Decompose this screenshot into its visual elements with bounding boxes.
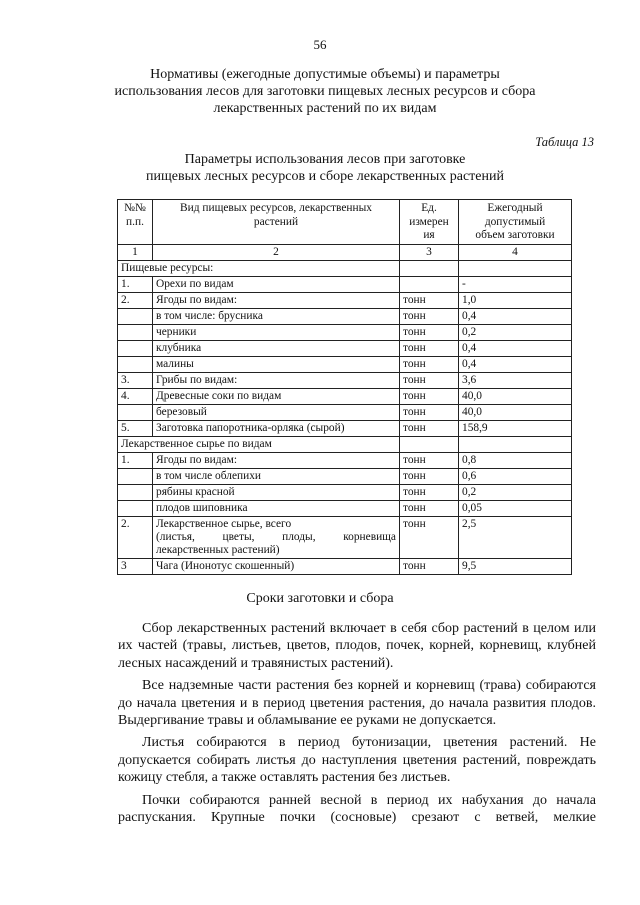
paragraph: Все надземные части растения без корней и корневищ (трава) собираются до начала цветения и в период цветения растения, до начала развития плодов. Выдергивание травы и обламывание ее руками не допускается. (118, 678, 596, 729)
table-row (118, 558, 572, 574)
table-row (118, 356, 572, 372)
column-number: 2 (153, 244, 400, 260)
table-row (118, 452, 572, 468)
row-value: 0,2 (459, 484, 572, 500)
column-number: 4 (459, 244, 572, 260)
header-text: №№ (124, 202, 146, 214)
row-unit: тонн (400, 452, 459, 468)
column-number: 3 (400, 244, 459, 260)
table-row (118, 388, 572, 404)
table-row (118, 308, 572, 324)
row-number (118, 308, 153, 324)
table-caption: Таблица 13 (535, 135, 594, 149)
row-number: 1. (118, 276, 153, 292)
row-name: Ягоды по видам: (153, 292, 400, 308)
row-value: 0,8 (459, 452, 572, 468)
row-number: 5. (118, 420, 153, 436)
row-unit: тонн (400, 308, 459, 324)
row-name: в том числе облепихи (153, 468, 400, 484)
row-value: 40,0 (459, 404, 572, 420)
row-name (153, 516, 400, 558)
header-text: п.п. (126, 215, 144, 228)
row-name: в том числе: брусника (153, 308, 400, 324)
row-name: рябины красной (153, 484, 400, 500)
header-number (118, 200, 153, 245)
table-row (118, 420, 572, 436)
row-unit: тонн (400, 292, 459, 308)
row-value: 0,6 (459, 468, 572, 484)
body-text (118, 620, 596, 831)
row-name-line: лекарственных растений) (156, 543, 280, 556)
row-unit: тонн (400, 484, 459, 500)
table-title-line: Параметры использования лесов при заготовке (184, 152, 466, 167)
column-number-row (118, 244, 572, 260)
row-unit: тонн (400, 388, 459, 404)
row-unit: тонн (400, 372, 459, 388)
table-row (118, 500, 572, 516)
row-number: 4. (118, 388, 153, 404)
header-text: объем заготовки (475, 229, 555, 241)
row-name: Чага (Инонотус скошенный) (153, 558, 400, 574)
row-unit: тонн (400, 516, 459, 558)
row-unit: тонн (400, 558, 459, 574)
table-row (118, 292, 572, 308)
section-label: Пищевые ресурсы: (118, 260, 400, 276)
row-name: Древесные соки по видам (153, 388, 400, 404)
document-title-line: Нормативы (ежегодные допустимые объемы) и параметры (150, 67, 500, 82)
header-text: допустимый (484, 215, 546, 228)
header-text: Вид пищевых ресурсов, лекарственных (180, 202, 372, 214)
section-row-medicinal (118, 436, 572, 452)
row-value: 40,0 (459, 388, 572, 404)
header-text: Ежегодный (487, 202, 543, 214)
food-rows (118, 276, 572, 436)
table-row (118, 340, 572, 356)
row-name: Грибы по видам: (153, 372, 400, 388)
table-row (118, 372, 572, 388)
paragraph: Почки собираются ранней весной в период их набухания до начала распускания. Крупные почки (сосновые) срезают с ветвей, мелкие (118, 792, 596, 826)
medicinal-rows (118, 452, 572, 516)
row-value: 1,0 (459, 292, 572, 308)
row-value: 3,6 (459, 372, 572, 388)
row-number: 2. (118, 516, 153, 558)
row-unit: тонн (400, 404, 459, 420)
row-value: 2,5 (459, 516, 572, 558)
table-row (118, 468, 572, 484)
row-value: 0,4 (459, 340, 572, 356)
row-value: 158,9 (459, 420, 572, 436)
row-name-line: Лекарственное сырье, всего (156, 517, 292, 530)
row-number: 3 (118, 558, 153, 574)
paragraph: Сбор лекарственных растений включает в себя сбор растений в целом или их частей (травы, листьев, цветов, плодов, почек, корней, корневищ, клубней лесных насаждений и травянистых растений). (118, 621, 596, 671)
row-unit: тонн (400, 500, 459, 516)
row-name: черники (153, 324, 400, 340)
row-name: Заготовка папоротника-орляка (сырой) (153, 420, 400, 436)
document-title-line: использования лесов для заготовки пищевых лесных ресурсов и сбора (114, 84, 536, 99)
row-value: 9,5 (459, 558, 572, 574)
row-value: 0,4 (459, 308, 572, 324)
row-value: 0,2 (459, 324, 572, 340)
document-title (90, 66, 560, 117)
row-unit: тонн (400, 468, 459, 484)
document-title-line: лекарственных растений по их видам (213, 101, 437, 116)
column-number: 1 (118, 244, 153, 260)
table-title-line: пищевых лесных ресурсов и сборе лекарственных растений (146, 169, 504, 184)
norms-table (117, 199, 572, 575)
table-row (118, 404, 572, 420)
row-name: клубника (153, 340, 400, 356)
row-number (118, 356, 153, 372)
row-value: 0,4 (459, 356, 572, 372)
row-name: плодов шиповника (153, 500, 400, 516)
row-name: березовый (153, 404, 400, 420)
row-number (118, 324, 153, 340)
header-text: Ед. (421, 202, 437, 214)
row-number (118, 404, 153, 420)
section-heading: Сроки заготовки и сбора (246, 591, 394, 606)
header-text: измерен (409, 215, 449, 228)
paragraph: Листья собираются в период бутонизации, цветения растений. Не допускается собирать листья до наступления цветения растений, повреждать кожицу стебля, а также оставлять растения без листьев. (118, 735, 596, 786)
row-number: 2. (118, 292, 153, 308)
row-unit (400, 276, 459, 292)
table-row (118, 276, 572, 292)
table-row (118, 484, 572, 500)
row-unit: тонн (400, 420, 459, 436)
header-unit (400, 200, 459, 245)
table-row (118, 324, 572, 340)
table-row (118, 516, 572, 558)
header-text: растений (253, 215, 299, 228)
section-row-food (118, 260, 572, 276)
row-unit: тонн (400, 340, 459, 356)
header-volume (459, 200, 572, 245)
header-kind (153, 200, 400, 245)
row-number (118, 484, 153, 500)
row-name: Ягоды по видам: (153, 452, 400, 468)
row-name-line: (листья, цветы, плоды, корневища (156, 530, 396, 543)
row-unit: тонн (400, 324, 459, 340)
row-number (118, 500, 153, 516)
row-unit: тонн (400, 356, 459, 372)
row-value: 0,05 (459, 500, 572, 516)
row-number: 3. (118, 372, 153, 388)
row-number (118, 468, 153, 484)
header-text: ия (423, 229, 435, 241)
section-label: Лекарственное сырье по видам (118, 436, 400, 452)
page-number: 56 (313, 37, 327, 52)
row-name: малины (153, 356, 400, 372)
table-title (100, 151, 550, 185)
table-header-row (118, 200, 572, 245)
row-number (118, 340, 153, 356)
row-number: 1. (118, 452, 153, 468)
row-name: Орехи по видам (153, 276, 400, 292)
row-value: - (459, 276, 572, 292)
